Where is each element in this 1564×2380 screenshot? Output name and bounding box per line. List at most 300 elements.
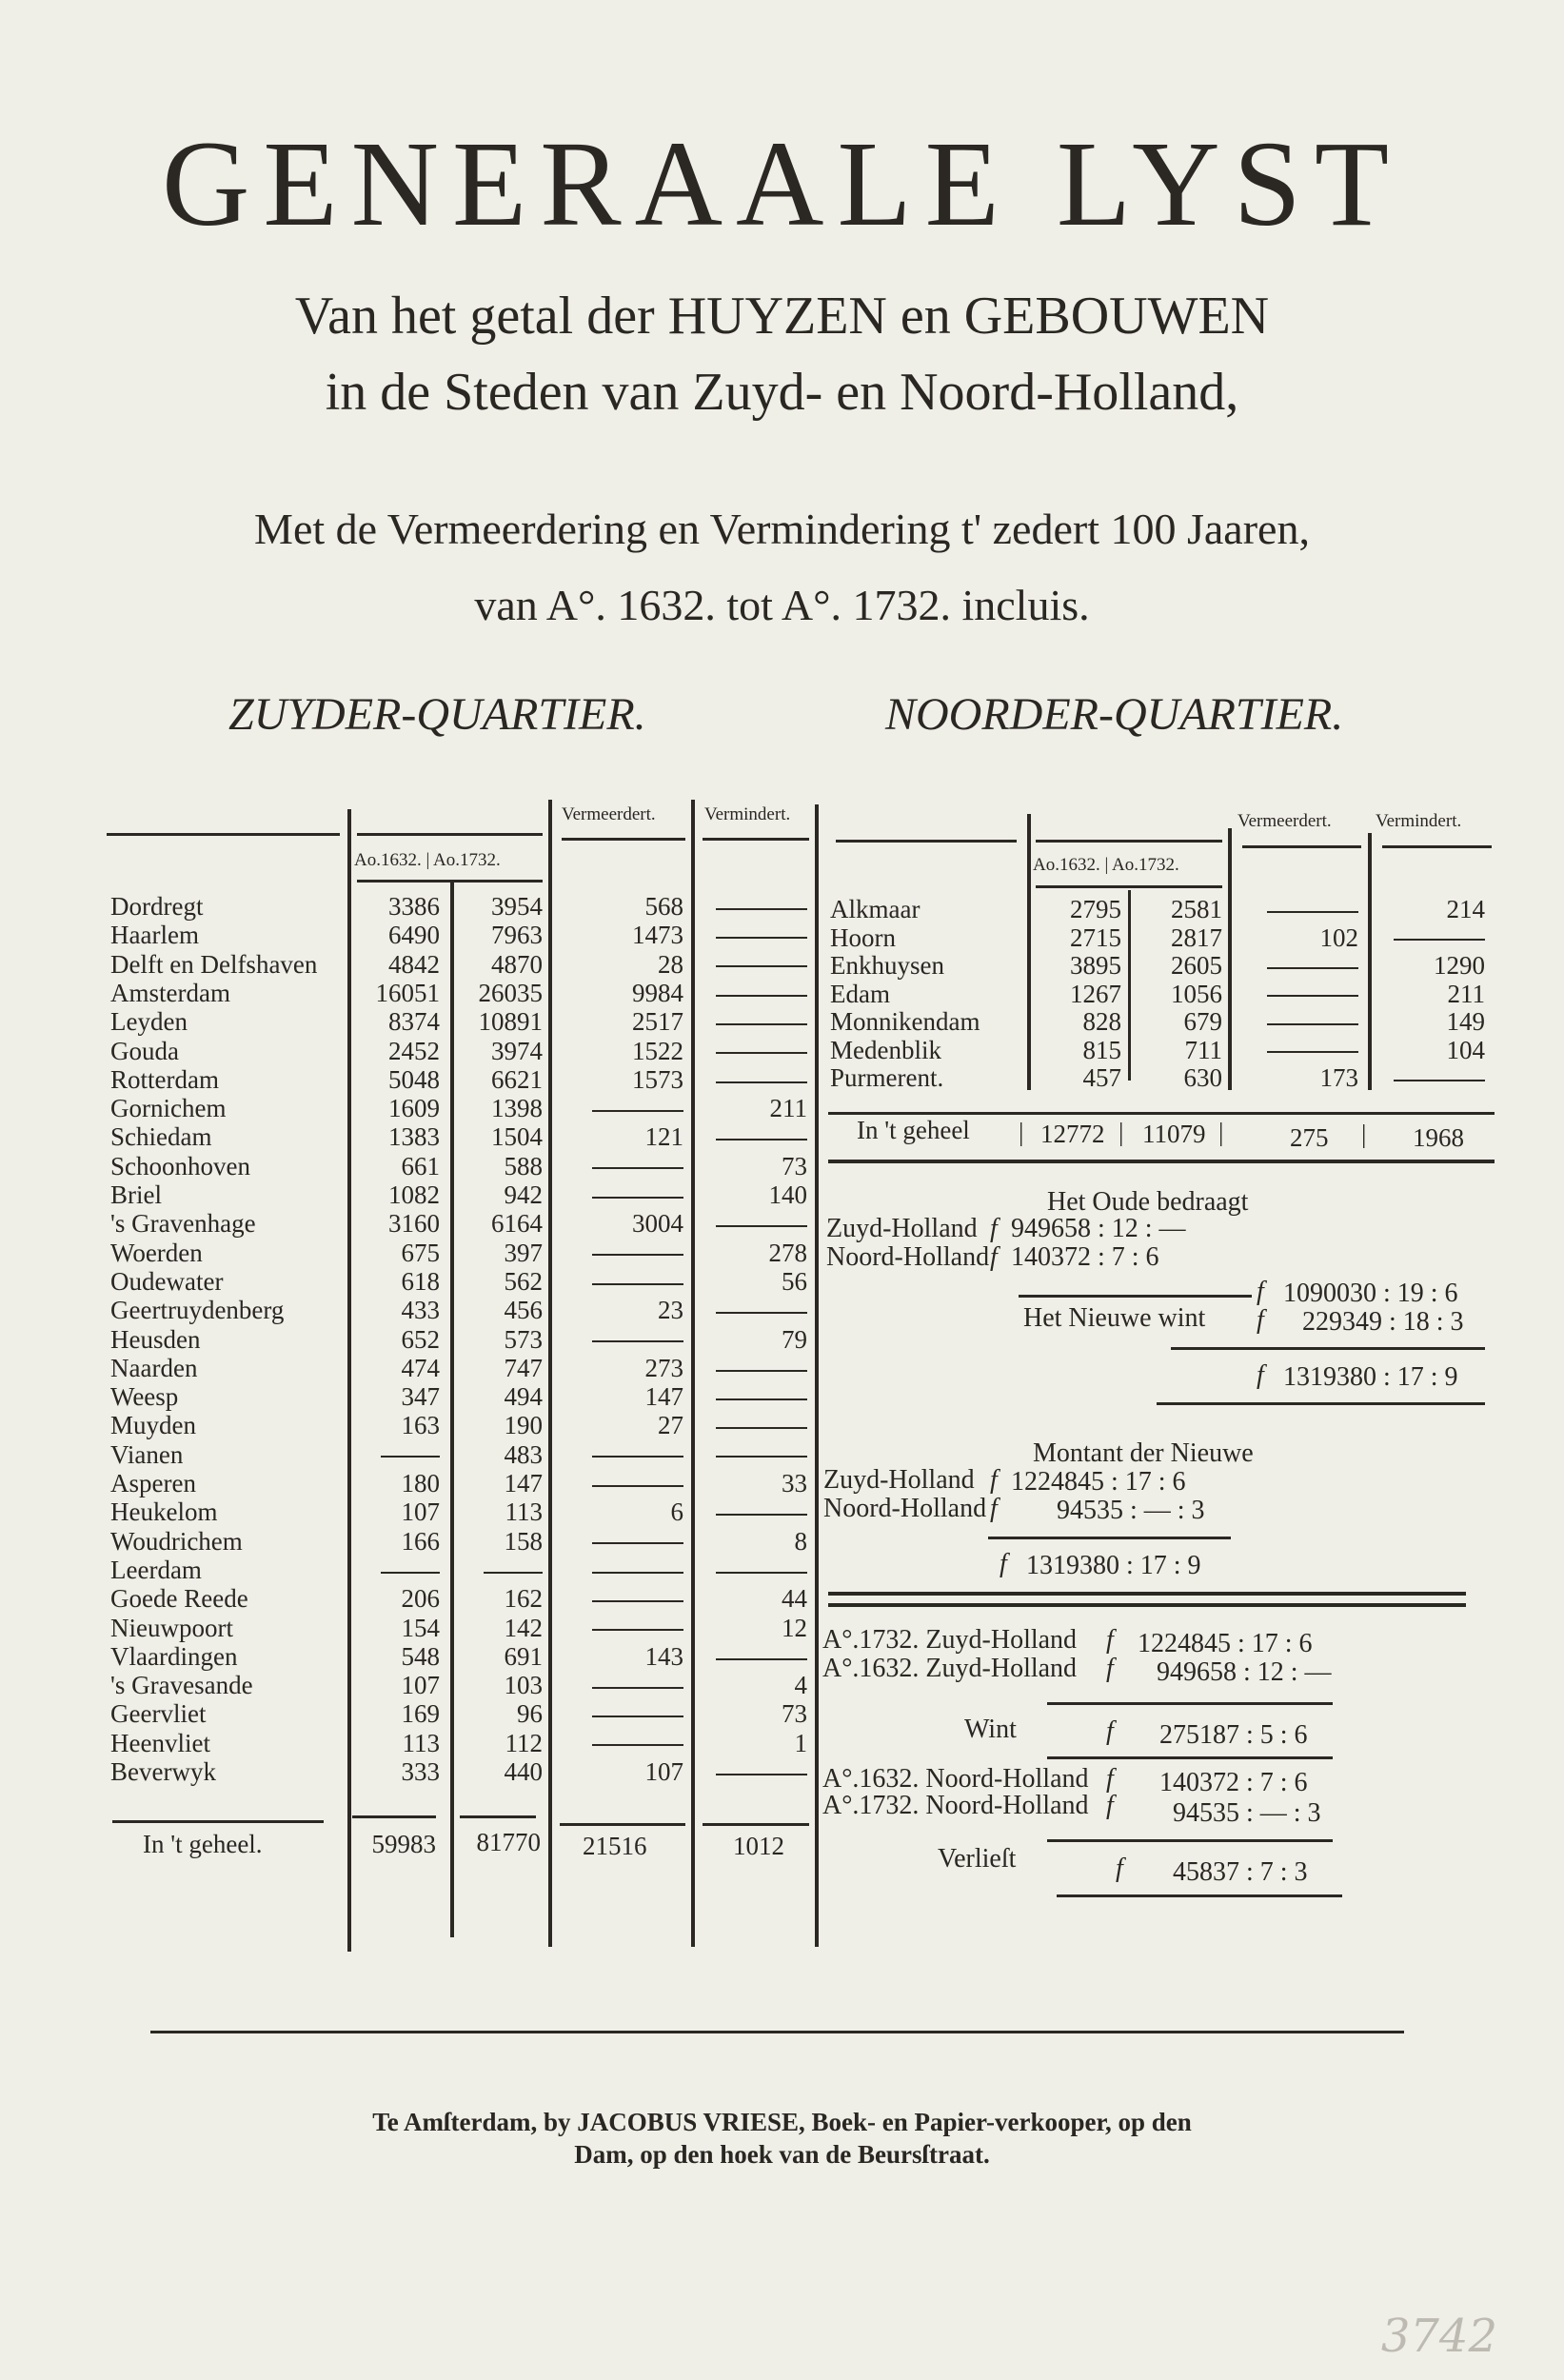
vermindert-value: 79 [782,1324,807,1354]
zh1632-label: A°.1632. Zuyd-Holland [822,1654,1078,1683]
vermeerdert-value: 27 [658,1411,683,1440]
city-name: Naarden [110,1353,198,1382]
currency-symbol: f [990,1242,998,1272]
empty-dash [1267,995,1358,997]
total-rule [460,1815,536,1818]
city-name: Rotterdam [110,1064,219,1094]
city-name: Alkmaar [830,895,921,923]
vermeerdert-value: 6 [670,1497,683,1527]
column-divider [815,804,819,1947]
houses-1632: 661 [401,1151,440,1180]
city-name: Heenvliet [110,1728,210,1757]
city-name: 's Gravenhage [110,1209,256,1239]
total-vermindert: 1968 [1413,1123,1464,1152]
vermeerdert-value [562,1469,683,1497]
vermeerdert-value [562,1614,683,1642]
header-rule [703,838,809,841]
city-name: Nieuwpoort [110,1613,233,1642]
houses-1732: 942 [504,1180,543,1209]
houses-1732: 142 [504,1613,543,1642]
vermeerdert-value [1239,895,1358,923]
houses-1732: 4870 [491,949,543,979]
col-1732-label: Ao.1732. [1112,855,1179,875]
houses-1732: 6164 [491,1209,543,1239]
empty-dash [592,1456,683,1458]
vermeerdert-value [562,1729,683,1757]
houses-1632: 457 [1082,1063,1121,1092]
houses-1632: 206 [401,1584,440,1614]
oude-noord-label: Noord-Holland [826,1242,990,1272]
empty-dash [592,1197,683,1199]
section-rule [828,1603,1466,1607]
vermeerdert-value: 2517 [632,1007,683,1037]
houses-1632: 107 [401,1497,440,1527]
currency-symbol: f [1116,1854,1123,1883]
houses-1632: 16051 [375,978,440,1007]
header-rule [1036,840,1222,843]
vermindert-value [703,1382,807,1411]
total-1632: 59983 [371,1830,436,1858]
vermindert-value: 1290 [1434,951,1485,980]
vermindert-value: 73 [782,1151,807,1180]
nh1632-label: A°.1632. Noord-Holland [822,1764,1089,1794]
col-separator: | [426,850,430,870]
currency-symbol: f [1257,1360,1264,1390]
oude-heading: Het Oude bedraagt [1047,1187,1249,1217]
vermeerdert-value: 143 [644,1641,683,1671]
houses-1732: 10891 [478,1007,543,1037]
total-1632: 12772 [1040,1120,1105,1148]
city-name: 's Gravesande [110,1671,253,1700]
empty-dash [1394,1080,1485,1081]
vermeerdert-value [562,1671,683,1699]
currency-symbol: f [990,1214,998,1243]
city-name: Woudrichem [110,1526,243,1556]
oude-zuyd-value: 949658 : 12 : — [1011,1214,1186,1243]
vermeerdert-value: 1473 [632,921,683,950]
empty-dash [716,1312,807,1314]
vermindert-value: 1 [794,1728,807,1757]
vermindert-value: 56 [782,1266,807,1296]
vermeerdert-value: 121 [644,1122,683,1152]
oude-zuyd-label: Zuyd-Holland [826,1214,978,1243]
city-name: Vianen [110,1439,184,1469]
empty-dash [716,1514,807,1516]
empty-dash [716,1023,807,1025]
oude-total-value: 1319380 : 17 : 9 [1283,1362,1458,1392]
vermeerdert-value [562,1325,683,1354]
col-1632-label: Ao.1632. [1033,855,1100,875]
vermeerdert-value [562,1094,683,1122]
houses-1632: 474 [401,1353,440,1382]
total-rule [703,1823,809,1826]
empty-dash [1267,967,1358,969]
houses-1732: 2581 [1171,895,1222,923]
houses-1732: 397 [504,1238,543,1267]
vermindert-value [703,1037,807,1065]
currency-symbol: f [1106,1654,1114,1683]
zuyder-quartier-heading: ZUYDER-QUARTIER. [228,689,646,740]
houses-1632: 652 [401,1324,440,1354]
vermindert-value [703,950,807,979]
vermindert-value: 104 [1446,1035,1485,1064]
currency-symbol: f [990,1465,998,1495]
currency-symbol: f [1106,1764,1114,1794]
vermeerdert-value: 9984 [632,978,683,1007]
city-name: Enkhuysen [830,951,944,980]
houses-1732: 711 [1184,1035,1222,1064]
city-name: Oudewater [110,1266,224,1296]
subtitle-line-2: in de Steden van Zuyd- en Noord-Holland, [325,363,1239,422]
oude-noord-value: 140372 : 7 : 6 [1011,1242,1159,1272]
empty-dash [592,1572,683,1574]
city-name: Gornichem [110,1094,227,1123]
total-vermeerdert: 21516 [583,1832,647,1860]
empty-dash [716,965,807,967]
houses-1732: 562 [504,1266,543,1296]
sum-rule [1057,1894,1342,1897]
column-divider [1368,833,1372,1090]
city-name: Woerden [110,1238,203,1267]
wint-value: 275187 : 5 : 6 [1159,1720,1308,1750]
header-rule [1242,845,1361,848]
vermeerdert-value: 28 [658,949,683,979]
empty-dash [1267,1023,1358,1025]
vermindert-value [703,892,807,921]
city-name: Goede Reede [110,1584,248,1614]
header-rule [836,840,1017,843]
nieuwe-heading: Montant der Nieuwe [1033,1438,1254,1468]
vermeerdert-value [562,1699,683,1728]
vermeerdert-value: 1522 [632,1036,683,1065]
houses-1632: 166 [401,1526,440,1556]
total-vermindert: 1012 [733,1832,784,1860]
empty-dash [716,1139,807,1140]
vermeerdert-value: 273 [644,1353,683,1382]
empty-dash [592,1629,683,1631]
total-separator: | [1218,1118,1224,1146]
empty-dash [716,1081,807,1083]
houses-1632: 3386 [388,892,440,921]
sum-rule [1047,1839,1333,1842]
vermindert-value: 149 [1446,1007,1485,1036]
city-name: Edam [830,979,890,1008]
vermeerdert-value [1239,980,1358,1008]
vermindert-value [703,1209,807,1238]
nh1632-value: 140372 : 7 : 6 [1159,1768,1308,1797]
houses-1632: 180 [401,1469,440,1497]
total-rule [352,1815,436,1818]
header-rule [1382,845,1492,848]
total-separator: | [1361,1120,1367,1148]
nh1732-label: A°.1732. Noord-Holland [822,1791,1089,1820]
houses-1732: 26035 [478,978,543,1007]
empty-dash [716,1052,807,1054]
sum-rule [1047,1702,1333,1705]
total-vermeerdert: 275 [1290,1123,1329,1152]
houses-1632: 3895 [1070,951,1121,980]
houses-1632: 618 [401,1266,440,1296]
city-name: Leerdam [110,1555,202,1584]
col-1632-label: Ao.1632. [354,850,422,870]
houses-1632: 1383 [388,1122,440,1152]
vermeerdert-value [562,1440,683,1469]
city-name: Weesp [110,1382,179,1412]
houses-1732: 3974 [491,1036,543,1065]
vermeerdert-value: 102 [1319,922,1358,952]
vermindert-value [703,1354,807,1382]
vermeerdert-value [562,1584,683,1613]
currency-symbol: f [1257,1277,1264,1306]
vermindert-value: 278 [768,1238,807,1267]
houses-1632: 1267 [1070,979,1121,1008]
vermindert-value: 211 [1447,979,1485,1008]
houses-1632: 675 [401,1238,440,1267]
vermeerdert-value: 23 [658,1296,683,1325]
column-divider [691,800,695,1947]
header-rule [107,833,340,836]
currency-symbol: f [1000,1549,1007,1578]
sum-rule [1171,1347,1485,1350]
vermeerdert-value: 568 [644,892,683,921]
header-rule [357,880,543,883]
vermeerdert-value [1239,951,1358,980]
empty-dash [592,1744,683,1746]
nieuwe-zuyd-label: Zuyd-Holland [823,1465,975,1495]
empty-dash [716,908,807,910]
city-name: Monnikendam [830,1007,980,1036]
houses-1632: 163 [401,1411,440,1440]
vermindert-value: 33 [782,1469,807,1497]
header-rule [1036,885,1222,888]
col-header-vermindert: Vermindert. [704,804,791,824]
houses-1732: 2817 [1171,922,1222,952]
city-name: Medenblik [830,1035,941,1064]
houses-1732: 440 [504,1757,543,1786]
col-header-vermeerdert: Vermeerdert. [1237,811,1332,831]
city-name: Muyden [110,1411,196,1440]
total-rule [828,1160,1495,1163]
total-rule [112,1820,324,1823]
empty-dash [1394,939,1485,941]
empty-dash [1267,911,1358,913]
total-rule [828,1112,1495,1115]
vermindert-value [703,1007,807,1036]
vermeerdert-value [562,1267,683,1296]
column-divider [1027,814,1031,1090]
vermindert-value: 140 [768,1180,807,1209]
vermindert-value: 44 [782,1584,807,1614]
empty-dash [716,1774,807,1775]
vermeerdert-value: 1573 [632,1064,683,1094]
city-name: Geervliet [110,1699,207,1729]
empty-dash [592,1485,683,1487]
city-name: Schoonhoven [110,1151,250,1180]
houses-1732: 691 [504,1641,543,1671]
houses-1732: 1504 [491,1122,543,1152]
houses-1732: 96 [517,1699,543,1729]
city-name: Heukelom [110,1497,218,1527]
vermeerdert-value [562,1527,683,1556]
city-name: Beverwyk [110,1757,216,1786]
vermindert-value: 73 [782,1699,807,1729]
vermeerdert-value [562,1180,683,1209]
houses-1732: 7963 [491,921,543,950]
header-rule [562,838,685,841]
empty-dash [592,1110,683,1112]
vermindert-value [703,1122,807,1151]
nieuwe-noord-label: Noord-Holland [823,1494,987,1523]
section-rule [828,1592,1466,1596]
vermindert-value [703,1065,807,1094]
houses-1632: 8374 [388,1007,440,1037]
col-header-vermeerdert: Vermeerdert. [562,804,656,824]
total-1732: 81770 [476,1828,541,1856]
empty-dash [381,1456,440,1458]
houses-1732: 158 [504,1526,543,1556]
houses-1632: 1609 [388,1094,440,1123]
empty-dash [716,995,807,997]
vermeerdert-value [1239,1007,1358,1036]
vermindert-value [703,921,807,949]
vermeerdert-value: 3004 [632,1209,683,1239]
houses-1732: 190 [504,1411,543,1440]
empty-dash [592,1542,683,1544]
total-rule [560,1823,685,1826]
vermindert-value [703,1296,807,1324]
nieuwe-noord-value: 94535 : — : 3 [1057,1496,1205,1525]
houses-1632: 107 [401,1671,440,1700]
city-name: Briel [110,1180,162,1209]
vermindert-value [703,979,807,1007]
empty-dash [381,1572,440,1574]
houses-1732: 483 [504,1439,543,1469]
sum-rule [1047,1756,1333,1759]
wint-label: Wint [964,1715,1017,1744]
imprint-line-2: Dam, op den hoek van de Beursſtraat. [574,2140,990,2169]
houses-1632: 4842 [388,949,440,979]
vermindert-value [703,1556,807,1584]
subtitle-line-3: Met de Vermeerdering en Vermindering t' zedert 100 Jaaren, [254,505,1310,553]
houses-1732: 113 [505,1497,543,1527]
empty-dash [592,1687,683,1689]
houses-1632: 828 [1082,1007,1121,1036]
city-name: Haarlem [110,921,199,950]
houses-1732: 3954 [491,892,543,921]
vermindert-value: 211 [769,1094,807,1123]
col-header-1632 [1033,855,1179,876]
total-1732: 11079 [1142,1120,1206,1148]
zh1632-value: 949658 : 12 : — [1157,1657,1332,1687]
city-name: Schiedam [110,1122,212,1152]
zh1732-label: A°.1732. Zuyd-Holland [822,1625,1078,1655]
total-separator: | [1119,1118,1124,1146]
empty-dash [716,1225,807,1227]
houses-1632: 154 [401,1613,440,1642]
vermindert-value: 12 [782,1613,807,1642]
vermeerdert-value [562,1152,683,1180]
city-name: Dordregt [110,892,204,921]
col-separator: | [1104,855,1109,875]
verlieft-value: 45837 : 7 : 3 [1173,1857,1308,1887]
houses-1732: 679 [1183,1007,1222,1036]
handwritten-inventory-mark: 3742 [1380,2310,1497,2363]
houses-1632: 2715 [1070,922,1121,952]
houses-1732 [455,1556,543,1584]
houses-1632: 1082 [388,1180,440,1209]
empty-dash [716,937,807,939]
vermindert-value [703,1440,807,1469]
city-name: Hoorn [830,922,896,952]
subtitle-line-1: Van het getal der HUYZEN en GEBOUWEN [294,287,1270,346]
vermeerdert-value: 147 [644,1382,683,1412]
vermeerdert-value [1239,1036,1358,1064]
houses-1732: 112 [505,1728,543,1757]
houses-1732: 147 [504,1469,543,1497]
city-name: Asperen [110,1469,196,1497]
houses-1632: 2795 [1070,895,1121,923]
empty-dash [716,1427,807,1429]
currency-symbol: f [1106,1625,1114,1655]
houses-1632: 815 [1082,1035,1121,1064]
currency-symbol: f [1106,1791,1114,1820]
vermeerdert-value: 173 [1319,1063,1358,1092]
noorder-quartier-heading: NOORDER-QUARTIER. [885,689,1344,740]
houses-1732: 573 [504,1324,543,1354]
total-separator: | [1019,1118,1024,1146]
total-label: In 't geheel. [143,1830,263,1858]
sum-rule [1157,1402,1485,1405]
houses-1732: 630 [1183,1063,1222,1092]
oude-sum-value: 1090030 : 19 : 6 [1283,1279,1458,1308]
houses-1732: 162 [504,1584,543,1614]
empty-dash [716,1370,807,1372]
nieuwe-zuyd-value: 1224845 : 17 : 6 [1011,1467,1186,1497]
column-divider [548,800,552,1947]
vermindert-value: 8 [794,1526,807,1556]
city-name: Delft en Delfshaven [110,949,318,979]
houses-1732: 588 [504,1151,543,1180]
vermindert-value [703,1757,807,1786]
houses-1632: 113 [402,1728,440,1757]
city-name: Purmerent. [830,1063,944,1092]
houses-1632: 347 [401,1382,440,1412]
houses-1632: 6490 [388,921,440,950]
zh1732-value: 1224845 : 17 : 6 [1138,1629,1313,1658]
oude-wint-label: Het Nieuwe wint [1023,1303,1206,1333]
col-header-1632 [354,850,501,871]
empty-dash [592,1600,683,1602]
houses-1632: 5048 [388,1064,440,1094]
vermindert-value: 4 [794,1671,807,1700]
col-header-vermindert: Vermindert. [1376,811,1462,831]
currency-symbol: f [1106,1716,1114,1746]
houses-1632: 333 [401,1757,440,1786]
col-1732-label: Ao.1732. [433,850,501,870]
imprint-line-1: Te Amſterdam, by JACOBUS VRIESE, Boek- en Papier-verkooper, op den [372,2108,1192,2136]
empty-dash [592,1167,683,1169]
vermindert-value [1378,923,1485,952]
houses-1632: 3160 [388,1209,440,1239]
header-rule [357,833,543,836]
houses-1732: 456 [504,1296,543,1325]
houses-1732: 103 [504,1671,543,1700]
column-divider [450,881,454,1937]
empty-dash [592,1716,683,1717]
city-name: Amsterdam [110,978,230,1007]
empty-dash [716,1572,807,1574]
sum-rule [1019,1295,1252,1298]
